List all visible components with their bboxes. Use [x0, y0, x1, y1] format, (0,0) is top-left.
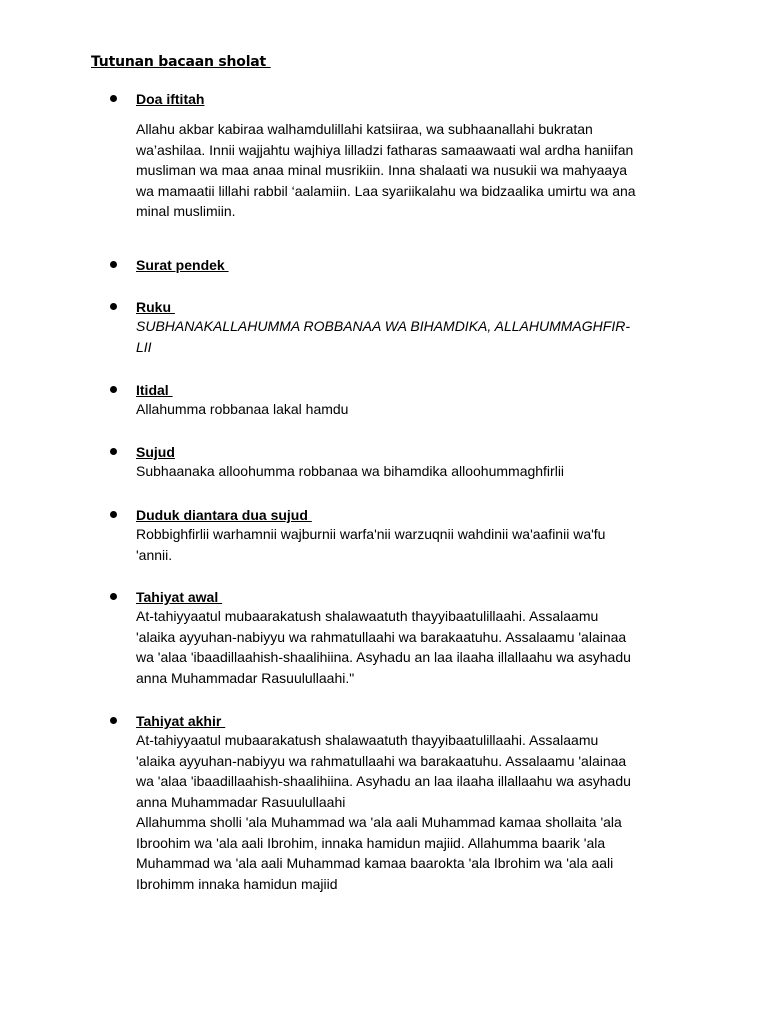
section-text: Subhaanaka alloohumma robbanaa wa bihamdika alloohummaghfirlii — [136, 463, 565, 479]
section-text: At-tahiyyaatul mubaarakatush shalawaatuth thayyibaatulillaahi. Assalaamu 'alaika ayyuhan-nabiyyu wa rahmatullaahi wa barakaatuhu. Assalaamu 'alainaa wa 'alaa 'ibaadillaahish-shaalihiina. Asyhadu an laa ilaaha illallaahu wa asyhadu anna Muhammadar Rasuulullaahi." — [136, 608, 631, 686]
bullet-icon — [110, 511, 117, 518]
bullet-icon — [110, 95, 117, 102]
section-heading: Ruku — [136, 299, 175, 315]
bullet-icon — [110, 386, 117, 393]
section-heading: Duduk diantara dua sujud — [136, 507, 312, 523]
section-text: Allahumma robbanaa lakal hamdu — [136, 401, 349, 417]
section-text: SUBHANAKALLAHUMMA ROBBANAA WA BIHAMDIKA, ALLAHUMMAGHFIR- LII — [136, 318, 630, 355]
bullet-icon — [110, 261, 117, 268]
section-heading: Tahiyat awal — [136, 589, 223, 605]
section-heading: Doa iftitah — [136, 91, 205, 107]
bullet-icon — [110, 593, 117, 600]
bullet-icon — [110, 303, 117, 310]
section-heading: Itidal — [136, 382, 173, 398]
bullet-icon — [110, 717, 117, 724]
page-title: Tutunan bacaan sholat — [91, 54, 271, 70]
section-text: Robbighfirlii warhamnii wajburnii warfa'nii warzuqnii wahdinii wa'aafinii wa'fu 'annii. — [136, 526, 606, 563]
section-heading: Tahiyat akhir — [136, 713, 226, 729]
bullet-icon — [110, 448, 117, 455]
section-heading: Sujud — [136, 444, 175, 460]
section-text: Allahu akbar kabiraa walhamdulillahi katsiiraa, wa subhaanallahi bukratan wa’ashilaa. Innii wajjahtu wajhiya lilladzi fatharas samaawaati wal ardha haniifan musliman wa maa anaa minal musrikiin. Inna shalaati wa nusukii wa mahyaaya wa mamaatii lillahi rabbil ‘aalamiin. Laa syariikalahu wa bidzaalika umirtu wa ana minal muslimiin. — [136, 121, 636, 219]
section-heading: Surat pendek — [136, 257, 229, 273]
section-text: At-tahiyyaatul mubaarakatush shalawaatuth thayyibaatulillaahi. Assalaamu 'alaika ayyuhan-nabiyyu wa rahmatullaahi wa barakaatuhu. Assalaamu 'alainaa wa 'alaa 'ibaadillaahish-shaalihiina. Asyhadu an laa ilaaha illallaahu wa asyhadu anna Muhammadar Rasuulullaahi Allahumma sholli 'ala Muhammad wa 'ala aali Muhammad kamaa shollaita 'ala Ibroohim wa 'ala aali Ibrohim, innaka hamidun majiid. Allahumma baarik 'ala Muhammad wa 'ala aali Muhammad kamaa baarokta 'ala Ibrohim wa 'ala aali Ibrohimm innaka hamidun majiid — [136, 732, 631, 892]
